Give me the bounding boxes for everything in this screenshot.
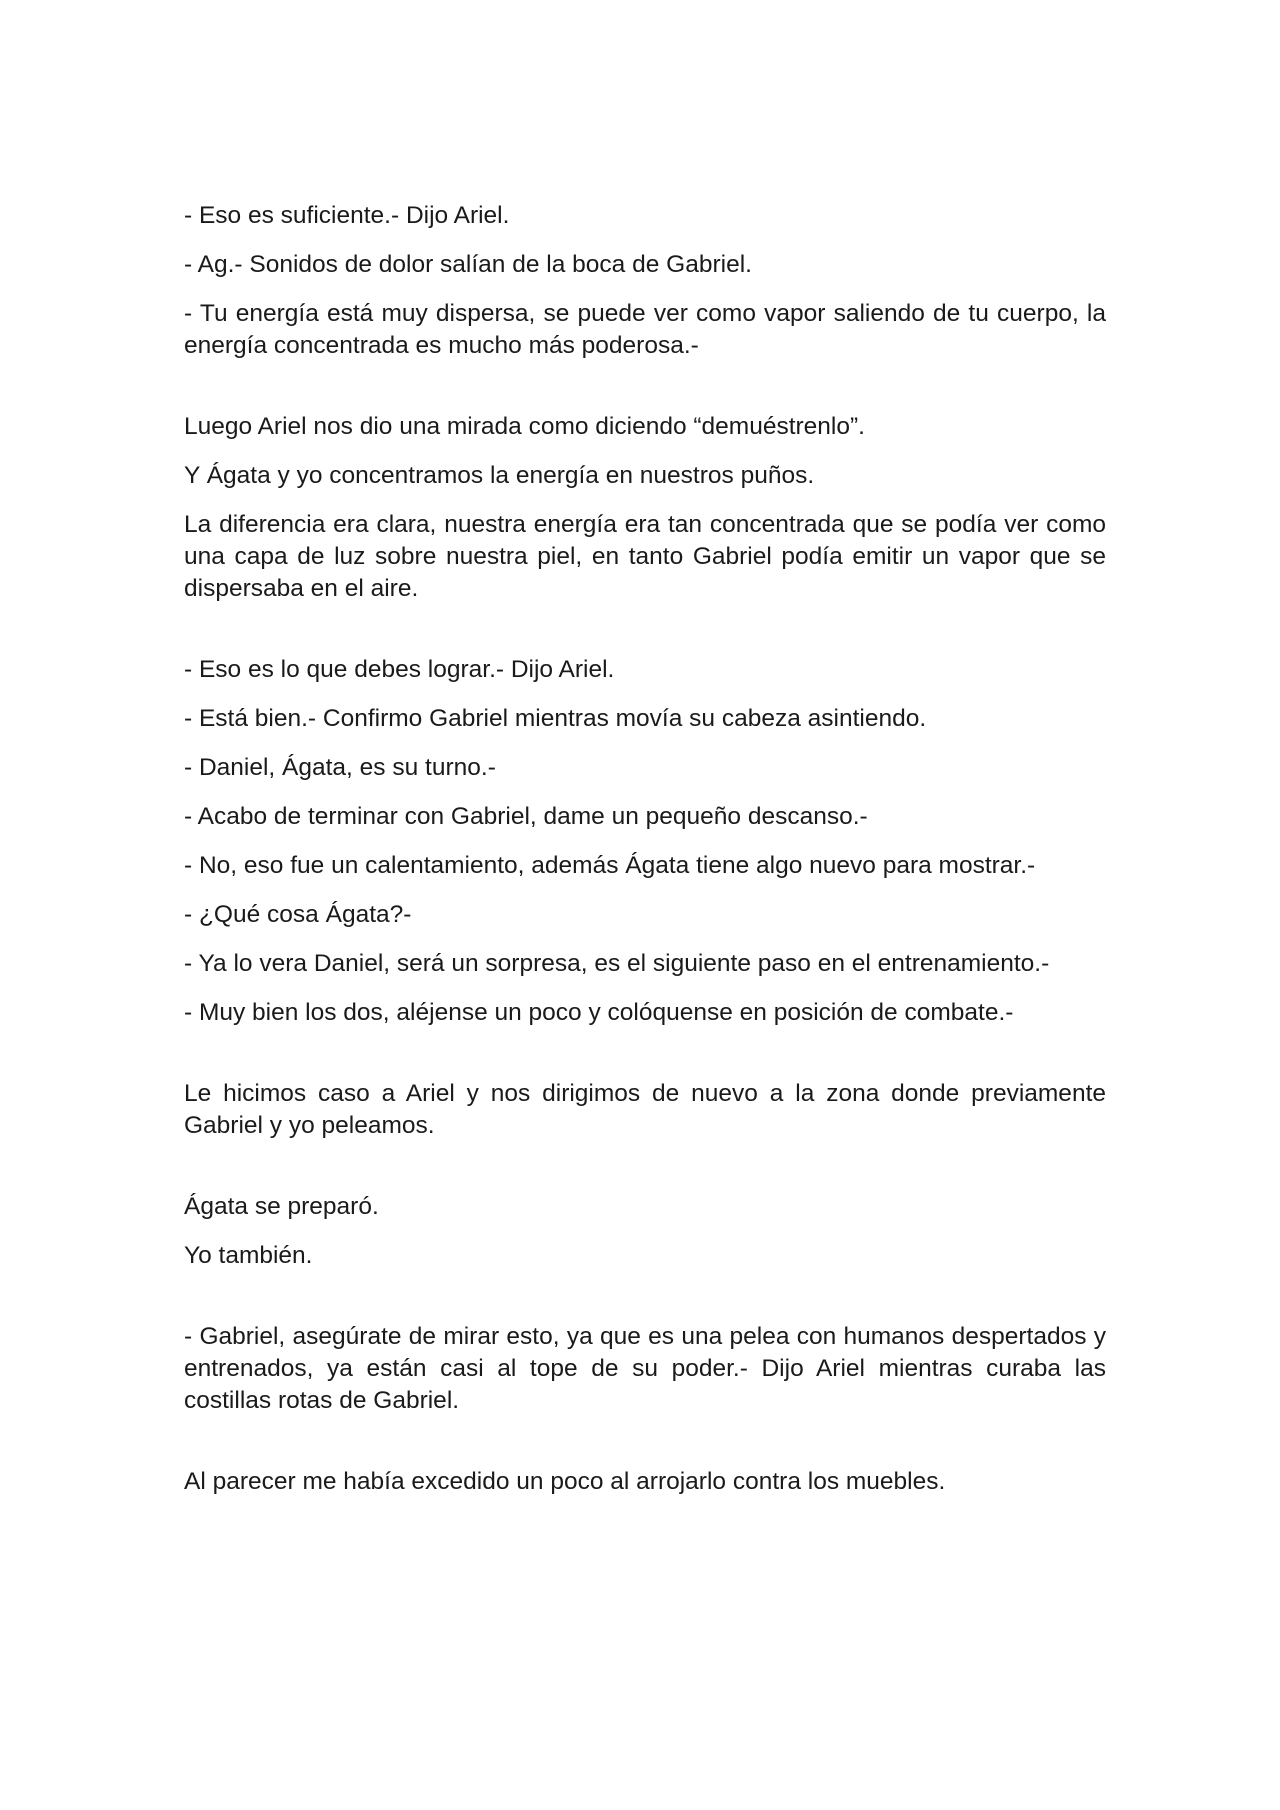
paragraph: Al parecer me había excedido un poco al arrojarlo contra los muebles. [184,1468,946,1495]
paragraph: - Tu energía está muy dispersa, se puede ver como vapor saliendo de tu cuerpo, la energía concentrada es mucho más poderosa.- [184,300,1106,359]
paragraph: Y Ágata y yo concentramos la energía en nuestros puños. [184,462,815,489]
document-body [184,200,1106,1515]
paragraph: - Acabo de terminar con Gabriel, dame un pequeño descanso.- [184,803,868,830]
paragraph: - Eso es suficiente.- Dijo Ariel. [184,202,510,229]
paragraph: - No, eso fue un calentamiento, además Ágata tiene algo nuevo para mostrar.- [184,852,1036,879]
paragraph: - Gabriel, asegúrate de mirar esto, ya que es una pelea con humanos despertados y entrenados, ya están casi al tope de su poder.- Dijo Ariel mientras curaba las costillas rotas de Gabriel. [184,1323,1106,1414]
paragraph: - Ya lo vera Daniel, será un sorpresa, es el siguiente paso en el entrenamiento.- [184,950,1050,977]
paragraph: La diferencia era clara, nuestra energía era tan concentrada que se podía ver como una capa de luz sobre nuestra piel, en tanto Gabriel podía emitir un vapor que se dispersaba en el aire. [184,511,1106,602]
paragraph: - Eso es lo que debes lograr.- Dijo Ariel. [184,656,615,683]
paragraph: Yo también. [184,1242,313,1269]
paragraph: - Daniel, Ágata, es su turno.- [184,754,496,781]
paragraph: - ¿Qué cosa Ágata?- [184,901,412,928]
paragraph: Luego Ariel nos dio una mirada como diciendo “demuéstrenlo”. [184,413,865,440]
paragraph: - Está bien.- Confirmo Gabriel mientras movía su cabeza asintiendo. [184,705,927,732]
paragraph: Ágata se preparó. [184,1193,379,1220]
paragraph: - Muy bien los dos, aléjense un poco y colóquense en posición de combate.- [184,999,1014,1026]
paragraph: Le hicimos caso a Ariel y nos dirigimos de nuevo a la zona donde previamente Gabriel y yo peleamos. [184,1080,1106,1139]
paragraph: - Ag.- Sonidos de dolor salían de la boca de Gabriel. [184,251,752,278]
